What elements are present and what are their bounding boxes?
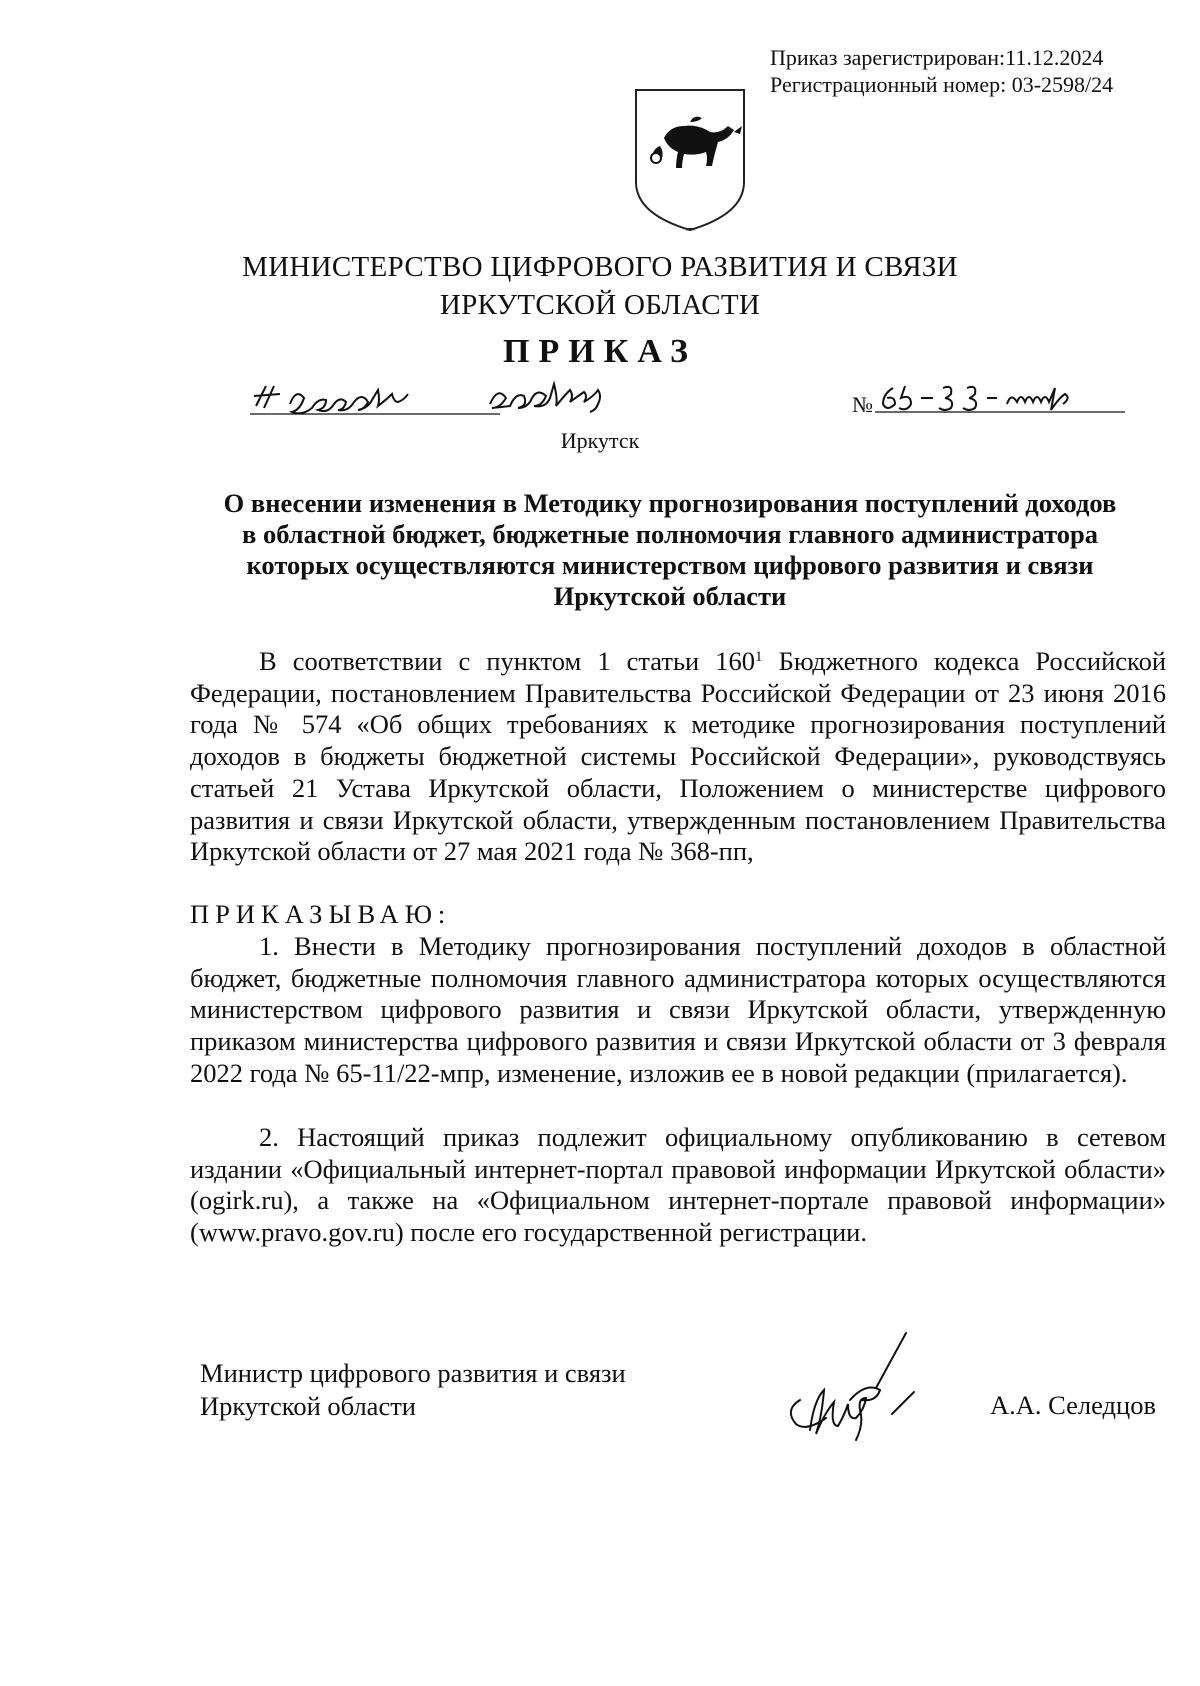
subject-line: которых осуществляются министерством цифрового развития и связи xyxy=(246,550,1094,580)
subject-line: Иркутской области xyxy=(553,581,787,611)
handwritten-order-number xyxy=(875,376,1145,420)
preamble-paragraph xyxy=(190,646,1166,868)
order-directive: ПРИКАЗЫВАЮ: xyxy=(190,899,452,929)
document-title: ПРИКАЗ xyxy=(503,333,697,370)
order-number-label: № xyxy=(852,392,873,417)
order-subject xyxy=(190,488,1150,612)
preamble-text-start: В соответствии с пунктом 1 статьи 160 xyxy=(259,646,756,676)
subject-line: О внесении изменения в Методику прогнозирования поступлений доходов xyxy=(223,488,1117,518)
registration-date: Приказ зарегистрирован:11.12.2024 xyxy=(770,45,1104,70)
preamble-text-end: Бюджетного кодекса Российской Федерации, постановлением Правительства Российской Федерации от 23 июня 2016 года № 574 «Об общих требованиях к методике прогнозирования поступлений доходов в бюджеты бюджетной системы Российской Федерации», руководствуясь статьей 21 Устава Иркутской области, Положением о министерстве цифрового развития и связи Иркутской области, утвержденным постановлением Правительства Иркутской области от 27 мая 2021 года № 368-пп, xyxy=(190,646,1167,867)
signatory-position-line: Иркутской области xyxy=(200,1391,416,1421)
handwritten-date xyxy=(250,374,660,424)
registration-stamp xyxy=(770,44,1113,98)
registration-number: Регистрационный номер: 03-2598/24 xyxy=(770,72,1114,97)
order-item-1: 1. Внести в Методику прогнозирования поступлений доходов в областной бюджет, бюджетные полномочия главного администратора которых осуществляются министерством цифрового развития и связи Иркутской области, утвержденную приказом министерства цифрового развития и связи Иркутской области от 3 февраля 2022 года № 65-11/22-мпр, изменение, изложив ее в новой редакции (прилагается). xyxy=(190,931,1166,1088)
order-item-2: 2. Настоящий приказ подлежит официальному опубликованию в сетевом издании «Официальный интернет-портал правовой информации Иркутской области» (ogirk.ru), а также на «Официальном интернет-портале правовой информации» (www.pravo.gov.ru) после его государственной регистрации. xyxy=(190,1122,1166,1248)
handwritten-signature xyxy=(780,1330,950,1465)
subject-line: в областной бюджет, бюджетные полномочия главного администратора xyxy=(242,519,1098,549)
city: Иркутск xyxy=(560,428,640,453)
signatory-position-line: Министр цифрового развития и связи xyxy=(200,1358,626,1388)
ministry-header xyxy=(0,248,1200,324)
signatory-position xyxy=(200,1357,626,1423)
ministry-name: МИНИСТЕРСТВО ЦИФРОВОГО РАЗВИТИЯ И СВЯЗИ xyxy=(242,251,958,283)
ministry-region: ИРКУТСКОЙ ОБЛАСТИ xyxy=(439,289,761,321)
signatory-name: А.А. Селедцов xyxy=(990,1390,1156,1420)
irkutsk-coat-of-arms-icon xyxy=(630,86,750,234)
article-superscript: 1 xyxy=(755,649,763,665)
